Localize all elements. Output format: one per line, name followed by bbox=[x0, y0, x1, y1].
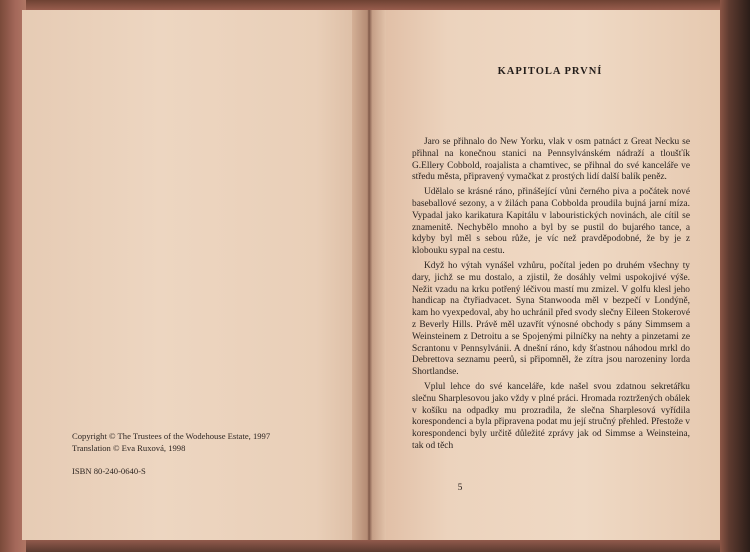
isbn: ISBN 80-240-0640-S bbox=[72, 466, 146, 476]
chapter-title: KAPITOLA PRVNÍ bbox=[497, 66, 603, 77]
paragraph: Když ho výtah vynášel vzhůru, počítal jeden po druhém všechny ty dary, jichž se mu dostalo, a zjistil, že dosáhly velmi uspokojivé výše. Nežit vzadu na krku potřený léčivou mastí mu zmizel. V golfu klesl jeho handicap na čtyřiadvacet. Syna Stanwooda měl v bezpečí v Londýně, kam ho vyexpedoval, aby ho uchránil před svody slečny Eileen Stokerové z Beverly Hills. Právě měl uzavřít výnosné obchody s pány Simmsem a Weinsteinem z Detroitu a se Spojenými pilníčky na nehty a pinzetami ze Scrantonu v Pennsylvánii. A dnešní ráno, kdy šťastnou náhodou mrkl do Debrettova seznamu peerů, si připomněl, že zítra jsou narozeniny lorda Shortlandse. bbox=[412, 260, 690, 378]
copyright-imprint bbox=[72, 431, 342, 478]
paragraph: Udělalo se krásné ráno, přinášející vůni černého piva a počátek nové baseballové sezony, a v žilách pana Cobbolda proudila bujná jarní míza. Vypadal jako karikatura Kapitálu v labouristických novinách, ale cítil se znamenitě. Nechybělo mnoho a byl by se pustil do bujarého tance, a kdyby byl měl s sebou růže, je víc než pravděpodobné, že by je z klobouku sypal na cestu. bbox=[412, 187, 690, 257]
paragraph: Vplul lehce do své kanceláře, kde našel svou zdatnou sekretářku slečnu Sharplesovou jako vždy v plné práci. Hromada roztržených obálek v košíku na odpadky mu prozradila, že slečna Sharplesová vyřídila korespondenci a byla připravena podat mu její stručný přehled. Přestože v korespondenci byly určitě důležité zprávy jak od Simmse a Weinsteina, tak od těch bbox=[412, 381, 690, 451]
chapter-body bbox=[412, 137, 690, 456]
book-cover-edge-right bbox=[720, 0, 750, 552]
book-gutter bbox=[352, 10, 386, 540]
page-number: 5 bbox=[457, 483, 463, 493]
book-cover-edge-bottom bbox=[0, 538, 750, 552]
translation-line: Translation © Eva Ruxová, 1998 bbox=[72, 442, 186, 453]
copyright-line: Copyright © The Trustees of the Wodehouse Estate, 1997 bbox=[72, 431, 271, 441]
paragraph: Jaro se přihnalo do New Yorku, vlak v osm patnáct z Great Necku se přihnal na konečnou stanici na Pennsylvánském nádraží a tloušťík G.Ellery Cobbold, roajalista a chamtivec, se přihnal do své kanceláře ve středu města, připravený vymačkat z prostých lidí další balík peněz. bbox=[412, 137, 690, 183]
